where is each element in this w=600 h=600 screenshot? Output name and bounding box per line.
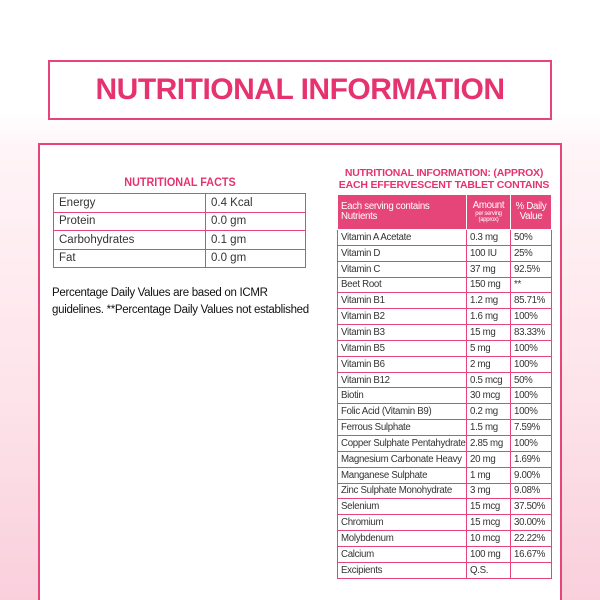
nutrient-amount: 100 mg <box>467 546 511 562</box>
nutrient-daily-value: 92.5% <box>511 261 552 277</box>
nutrient-name: Vitamin C <box>338 261 467 277</box>
nutrient-amount: 3 mg <box>467 483 511 499</box>
header-amount-line1: Amount <box>472 200 505 211</box>
nutrient-amount: 2.85 mg <box>467 435 511 451</box>
daily-values-note: Percentage Daily Values are based on ICMR guidelines. **Percentage Daily Values not established <box>52 287 309 316</box>
table-row <box>54 231 306 250</box>
nutrient-daily-value: 22.22% <box>511 531 552 547</box>
nutrient-name: Excipients <box>338 562 467 578</box>
nutrient-daily-value: 37.50% <box>511 499 552 515</box>
table-row <box>338 356 552 372</box>
nutrient-name: Molybdenum <box>338 531 467 547</box>
nutrient-daily-value: 9.00% <box>511 467 552 483</box>
header-nutrients-line2: Nutrients <box>341 211 378 222</box>
nutrient-daily-value: 7.59% <box>511 420 552 436</box>
nutrient-daily-value: 50% <box>511 230 552 246</box>
table-row <box>338 230 552 246</box>
info-title-line2: EACH EFFERVESCENT TABLET CONTAINS <box>338 179 550 191</box>
nutrient-daily-value: 85.71% <box>511 293 552 309</box>
nutritional-facts-table <box>53 193 306 268</box>
table-row <box>338 309 552 325</box>
info-title-line1: NUTRITIONAL INFORMATION: (APPROX) <box>344 167 544 179</box>
table-row <box>338 451 552 467</box>
table-row <box>338 546 552 562</box>
nutrient-name: Vitamin B3 <box>338 325 467 341</box>
nutrient-daily-value: 30.00% <box>511 515 552 531</box>
nutrient-daily-value: 100% <box>511 404 552 420</box>
header-daily-value-line1: % Daily <box>515 201 547 212</box>
nutrient-amount: 0.2 mg <box>467 404 511 420</box>
nutrient-name: Selenium <box>338 499 467 515</box>
nutrient-amount: 1.6 mg <box>467 309 511 325</box>
table-header-row <box>338 195 552 230</box>
nutrient-name: Copper Sulphate Pentahydrate <box>338 435 467 451</box>
table-row <box>338 325 552 341</box>
nutrient-name: Folic Acid (Vitamin B9) <box>338 404 467 420</box>
header-nutrients-line1: Each serving contains <box>341 201 430 212</box>
table-row <box>54 249 306 268</box>
table-row <box>338 340 552 356</box>
nutrient-amount: 1.5 mg <box>467 420 511 436</box>
nutrient-amount: 100 IU <box>467 245 511 261</box>
table-row <box>338 562 552 578</box>
nutrient-daily-value: 9.08% <box>511 483 552 499</box>
page-title: NUTRITIONAL INFORMATION <box>95 73 505 106</box>
info-title <box>338 167 550 191</box>
table-row <box>338 483 552 499</box>
nutrient-daily-value: 50% <box>511 372 552 388</box>
nutrient-daily-value: 25% <box>511 245 552 261</box>
header-amount <box>467 195 511 230</box>
nutrient-amount: 0.5 mcg <box>467 372 511 388</box>
nutrient-amount: 37 mg <box>467 261 511 277</box>
nutrient-name: Vitamin B5 <box>338 340 467 356</box>
nutrient-name: Vitamin B12 <box>338 372 467 388</box>
nutrient-daily-value: 100% <box>511 435 552 451</box>
nutrient-name: Chromium <box>338 515 467 531</box>
info-table-body <box>338 230 552 579</box>
nutrient-amount: 0.3 mg <box>467 230 511 246</box>
facts-title: NUTRITIONAL FACTS <box>124 175 236 189</box>
table-row <box>54 212 306 231</box>
header-nutrients <box>338 195 467 230</box>
nutrient-name: Vitamin B2 <box>338 309 467 325</box>
facts-value: 0.0 gm <box>206 249 306 268</box>
nutrient-daily-value: 1.69% <box>511 451 552 467</box>
nutrient-name: Zinc Sulphate Monohydrate <box>338 483 467 499</box>
table-row <box>338 372 552 388</box>
nutrient-name: Ferrous Sulphate <box>338 420 467 436</box>
facts-name: Carbohydrates <box>54 231 206 250</box>
nutrient-name: Beet Root <box>338 277 467 293</box>
header-amount-line2: per serving <box>475 211 502 217</box>
table-row <box>338 293 552 309</box>
nutrient-amount: 1 mg <box>467 467 511 483</box>
nutrient-amount: 15 mg <box>467 325 511 341</box>
table-row <box>338 435 552 451</box>
table-row <box>338 388 552 404</box>
table-row <box>338 277 552 293</box>
nutrient-name: Calcium <box>338 546 467 562</box>
facts-value: 0.0 gm <box>206 212 306 231</box>
nutrient-amount: 150 mg <box>467 277 511 293</box>
table-row <box>338 515 552 531</box>
nutrient-amount: 5 mg <box>467 340 511 356</box>
nutrient-amount: 20 mg <box>467 451 511 467</box>
nutrient-amount: 2 mg <box>467 356 511 372</box>
nutrient-daily-value: 16.67% <box>511 546 552 562</box>
table-row <box>54 194 306 213</box>
nutrient-amount: 1.2 mg <box>467 293 511 309</box>
nutrient-amount: Q.S. <box>467 562 511 578</box>
nutrient-daily-value <box>511 562 552 578</box>
nutrient-daily-value: 100% <box>511 340 552 356</box>
nutritional-information-table <box>337 194 552 579</box>
table-row <box>338 261 552 277</box>
nutrient-amount: 15 mcg <box>467 499 511 515</box>
nutrient-amount: 30 mcg <box>467 388 511 404</box>
nutrient-daily-value: 100% <box>511 388 552 404</box>
facts-name: Fat <box>54 249 206 268</box>
nutrient-name: Vitamin B1 <box>338 293 467 309</box>
title-banner <box>48 60 552 120</box>
nutrient-daily-value: 83.33% <box>511 325 552 341</box>
nutrient-amount: 10 mcg <box>467 531 511 547</box>
facts-value: 0.4 Kcal <box>206 194 306 213</box>
table-row <box>338 499 552 515</box>
table-row <box>338 245 552 261</box>
header-daily-value-line2: Value <box>519 211 543 222</box>
table-row <box>338 420 552 436</box>
nutrient-name: Magnesium Carbonate Heavy <box>338 451 467 467</box>
nutrient-daily-value: 100% <box>511 356 552 372</box>
nutrient-name: Biotin <box>338 388 467 404</box>
nutrient-daily-value: ** <box>511 277 552 293</box>
nutrient-name: Vitamin A Acetate <box>338 230 467 246</box>
facts-name: Protein <box>54 212 206 231</box>
nutrient-name: Manganese Sulphate <box>338 467 467 483</box>
header-amount-line3: (approx) <box>478 217 499 223</box>
table-row <box>338 404 552 420</box>
table-row <box>338 467 552 483</box>
nutrient-name: Vitamin D <box>338 245 467 261</box>
nutrient-daily-value: 100% <box>511 309 552 325</box>
header-daily-value <box>511 195 552 230</box>
facts-value: 0.1 gm <box>206 231 306 250</box>
facts-name: Energy <box>54 194 206 213</box>
table-row <box>338 531 552 547</box>
nutrient-name: Vitamin B6 <box>338 356 467 372</box>
nutrient-amount: 15 mcg <box>467 515 511 531</box>
